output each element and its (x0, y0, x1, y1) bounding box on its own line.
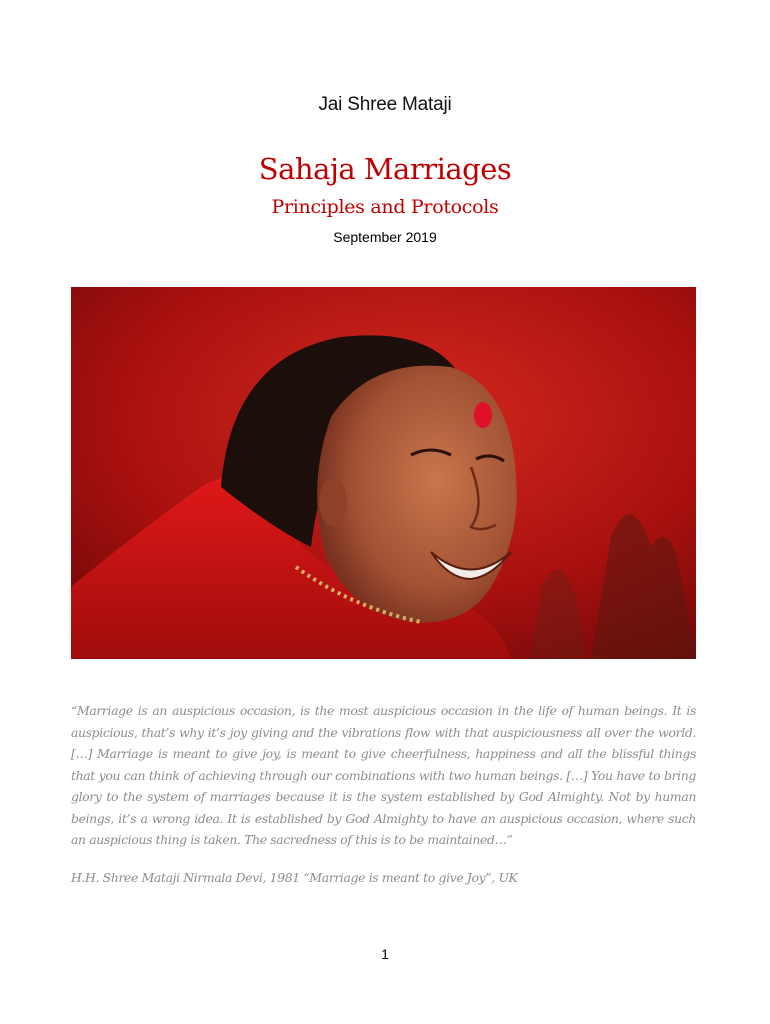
document-subtitle: Principles and Protocols (271, 196, 499, 218)
page-number: 1 (381, 946, 389, 962)
quote-attribution: H.H. Shree Mataji Nirmala Devi, 1981 “Marriage is meant to give Joy”, UK (71, 870, 518, 885)
portrait-photo (71, 287, 696, 659)
document-title: Sahaja Marriages (258, 152, 512, 186)
bindi-mark (474, 402, 492, 428)
greeting-line: Jai Shree Mataji (318, 94, 452, 115)
quote-text: “Marriage is an auspicious occasion, is the most auspicious occasion in the life of human beings. It is auspicious, that’s why it’s joy giving and the vibrations flow with that auspiciousness all over the world. […] Marriage is meant to give joy, is meant to give cheerfulness, happiness and all the blissful things that you can think of achieving through our combinations with two human beings. […] You have to bring glory to the system of marriages because it is the system established by God Almighty. Not by human beings, it’s a wrong idea. It is established by God Almighty to have an auspicious occasion, where such an auspicious thing is taken. The sacredness of this is to be maintained…” (71, 703, 696, 847)
portrait-illustration (71, 287, 696, 659)
document-date: September 2019 (333, 229, 437, 245)
